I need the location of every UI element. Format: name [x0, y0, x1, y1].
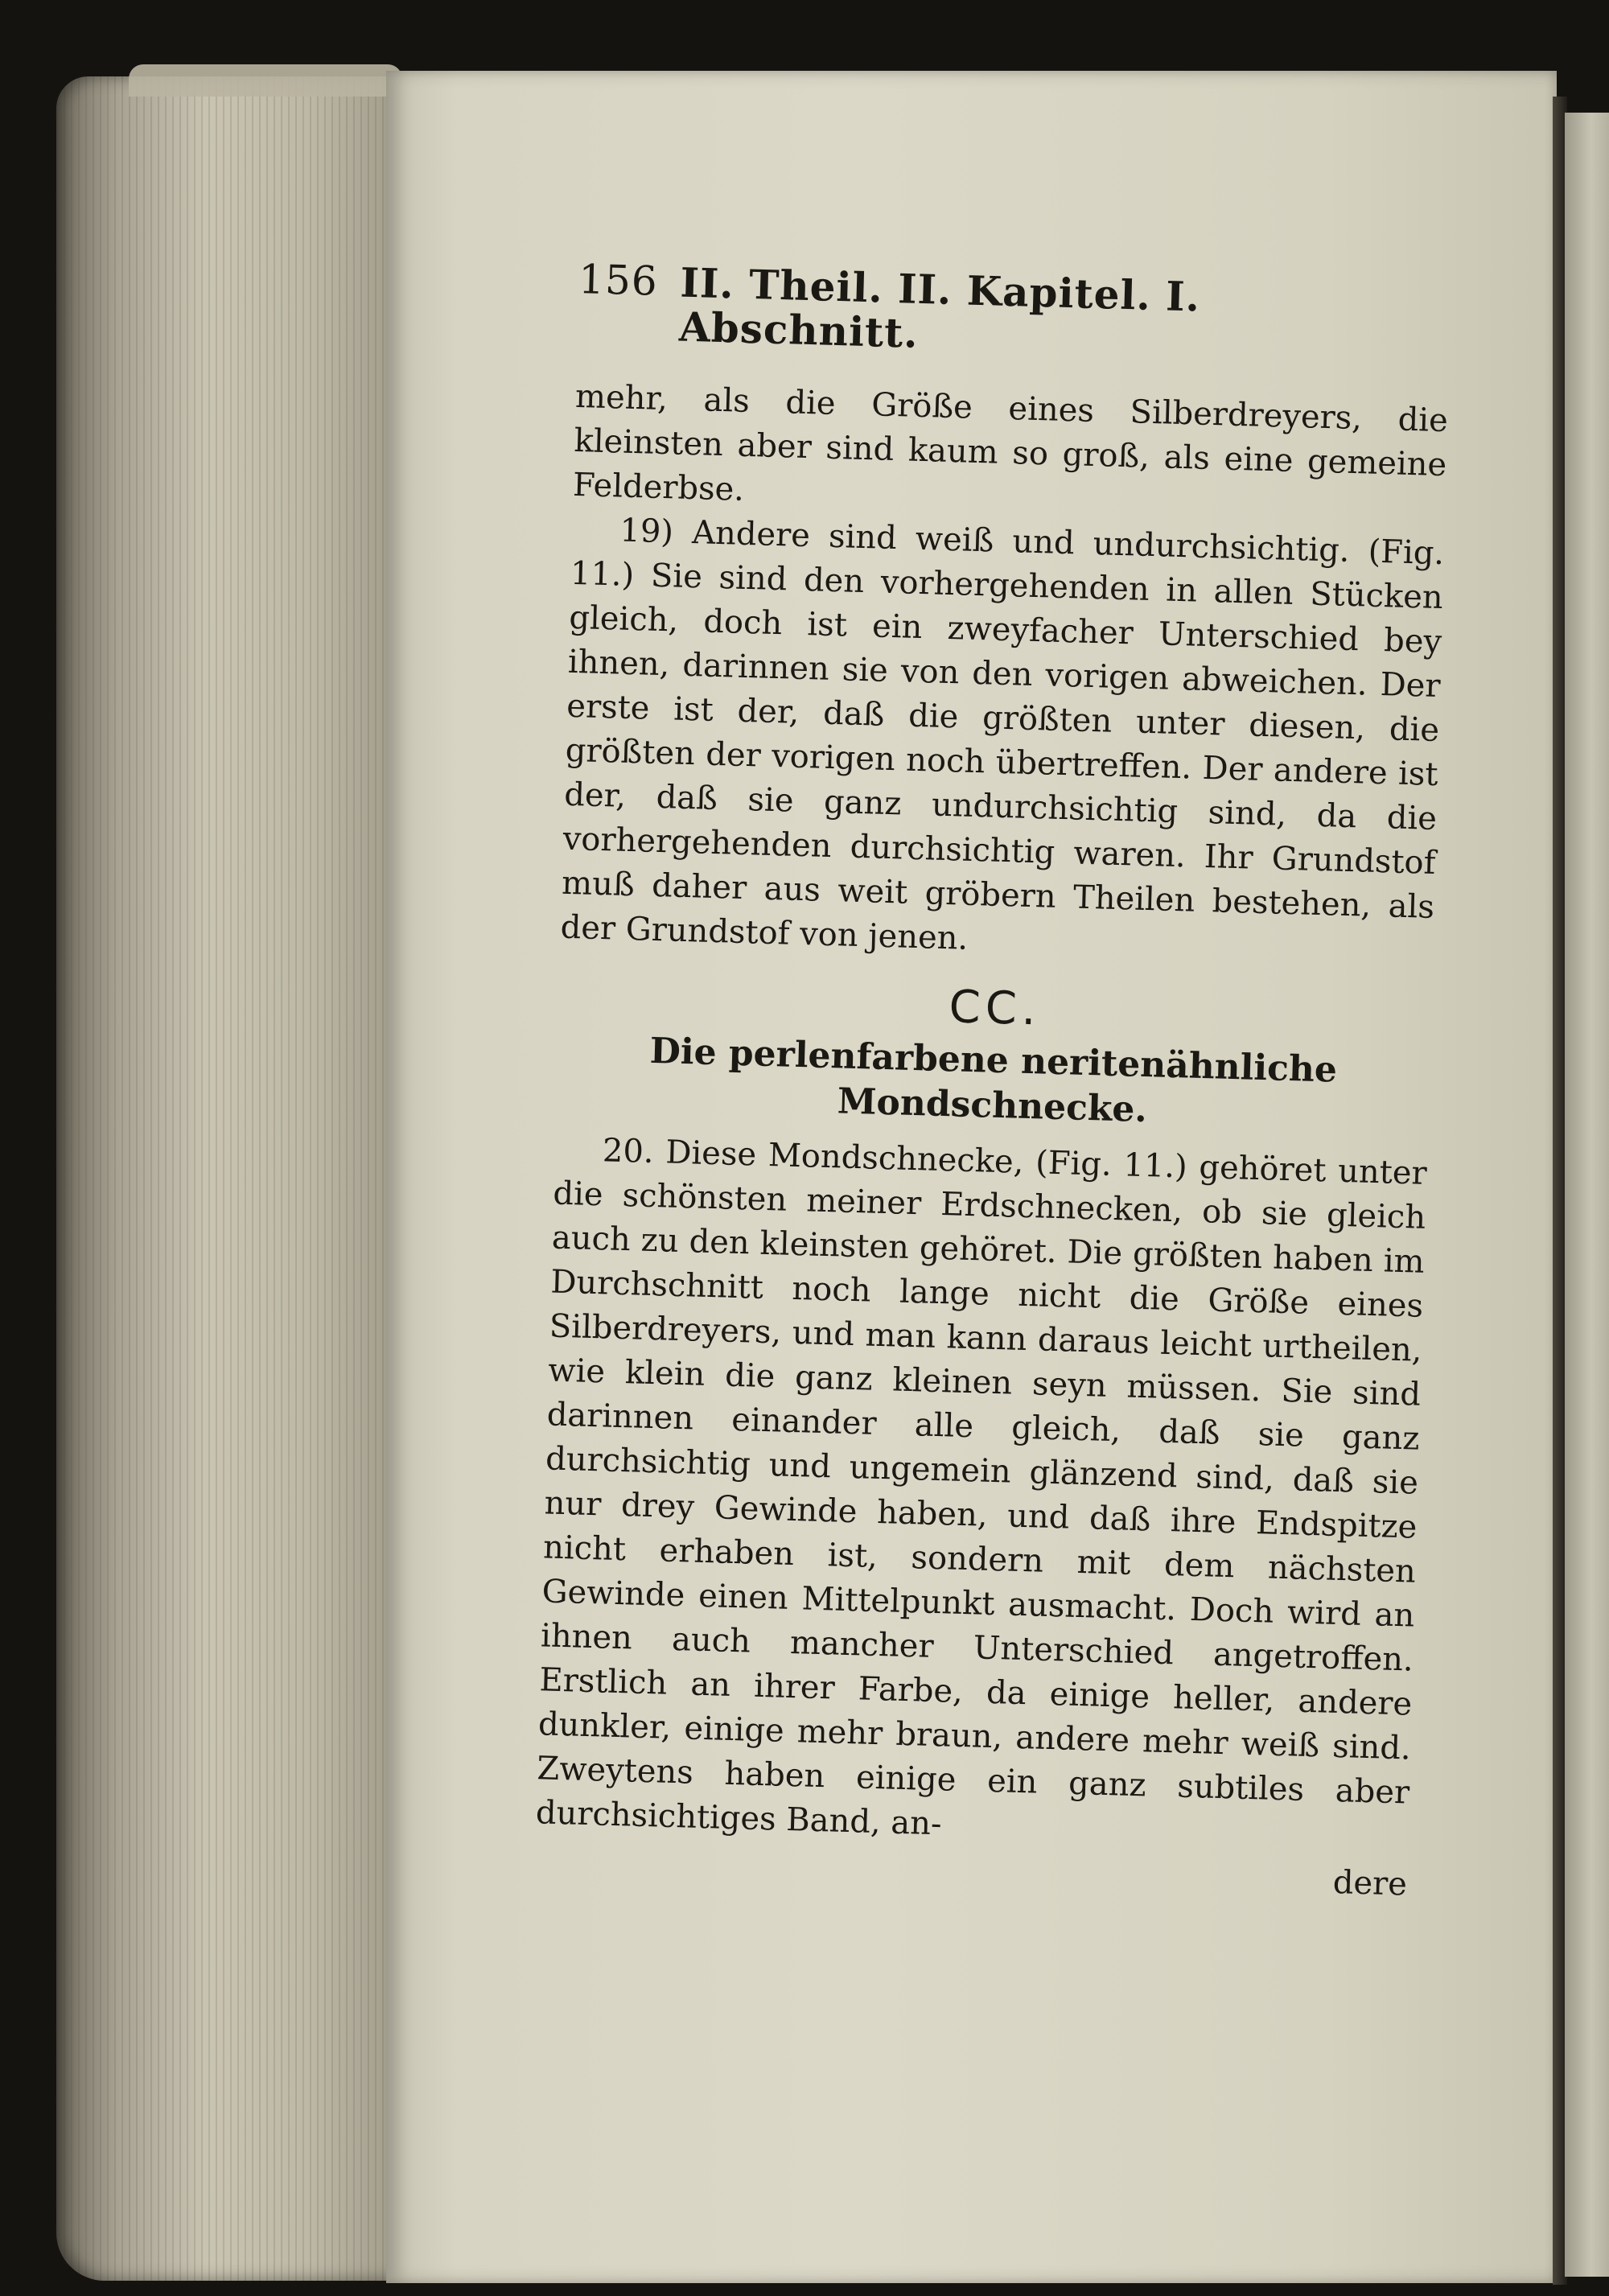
- section-title: Die perlenfarbene neritenähnliche Mondschnecke.: [649, 1030, 1338, 1131]
- book-top-edge: [129, 64, 402, 97]
- book-page-edges: [56, 76, 394, 2281]
- running-head-title: II. Theil. II. Kapitel. I. Abschnitt.: [678, 258, 1201, 357]
- section-heading: [555, 974, 1432, 1141]
- paragraph-19: 19) Andere sind weiß und undurchsichtig. (Fig. 11.) Sie sind den vorhergehenden in allen Stücken gleich, doch ist ein zweyfacher Unterschied bey ihnen, darinnen sie von den vorigen abweichen. Der erste ist der, daß die größten unter diesen, die größten der vorigen noch übertreffen. Der andere ist der, daß sie ganz undurchsichtig sind, da die vorhergehenden durchsichtig waren. Ihr Grundstof muß daher aus weit gröbern Theilen bestehen, als der Grundstof von jenen.: [560, 512, 1445, 957]
- catchword: dere: [1332, 1863, 1408, 1903]
- paragraph-continued: mehr, als die Größe eines Silberdreyers, die kleinsten aber sind kaum so groß, als eine gemeine Felderbse.: [572, 377, 1449, 508]
- page-text: [534, 257, 1452, 1907]
- facing-page-edge: [1565, 113, 1609, 2277]
- page-number: 156: [578, 256, 659, 305]
- section-number: CC.: [948, 981, 1042, 1036]
- paragraph-20: 20. Diese Mondschnecke, (Fig. 11.) gehöret unter die schönsten meiner Erdschnecken, ob sie gleich auch zu den kleinsten gehöret. Die größten haben im Durchschnitt noch lange nicht die Größe eines Silberdreyers, und man kann daraus leicht urtheilen, wie klein die ganz kleinen seyn müssen. Sie sind darinnen einander alle gleich, daß sie ganz durchsichtig und ungemein glänzend sind, daß sie nur drey Gewinde haben, und daß ihre Endspitze nicht erhaben ist, sondern mit dem nächsten Gewinde einen Mittelpunkt ausmacht. Doch wird an ihnen auch mancher Unterschied angetroffen. Erstlich an ihrer Farbe, da einige heller, andere dunkler, einige mehr braun, andere mehr weiß sind. Zweytens haben einige ein ganz subtiles aber durchsichtiges Band, an-: [535, 1132, 1428, 1843]
